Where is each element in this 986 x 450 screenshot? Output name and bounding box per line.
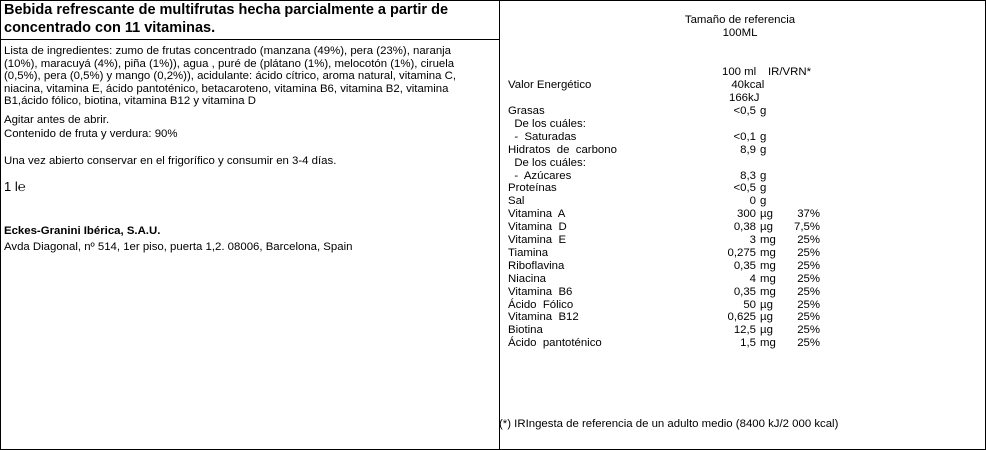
nutrient-value: 0,38 (733, 221, 756, 234)
nutrient-unit: g (760, 182, 767, 195)
nutrient-label: Vitamina E (508, 234, 567, 246)
nutrient-label: Grasas (508, 105, 545, 117)
estimated-sign: ℮ (17, 179, 26, 194)
nutrient-percent: 25% (797, 298, 820, 311)
nutrient-unit: mg (760, 234, 776, 246)
energy-kj-value: 166 (728, 92, 748, 104)
energy-kcal-value: 40 (731, 79, 744, 91)
nutrient-unit: g (760, 195, 767, 208)
nutrient-label: Sal (508, 195, 525, 208)
nutrient-percent: 25% (797, 311, 820, 324)
nutrient-label: Vitamina B12 (508, 311, 579, 324)
nutrient-value: <0,5 (733, 105, 756, 117)
nutrient-value: 4 (749, 272, 756, 285)
nutrient-percent: 25% (797, 259, 820, 272)
nutrient-value: <0,1 (733, 130, 756, 143)
nutrient-value: 50 (743, 298, 756, 311)
nutrient-unit: g (760, 105, 767, 117)
nutrient-percent: 7,5% (794, 221, 820, 234)
nutrient-label: Ácido pantoténico (508, 337, 602, 350)
nutrient-label: Biotina (508, 324, 543, 337)
shake-instruction: Agitar antes de abrir. (4, 114, 110, 126)
nutrient-unit: µg (760, 208, 773, 221)
nutrient-value: 1,5 (740, 337, 756, 350)
nutrient-label: De los cuáles: (508, 156, 586, 169)
reference-size-label: Tamaño de referencia (684, 14, 796, 26)
nutrient-label: Niacina (508, 272, 546, 285)
product-title: Bebida refrescante de multifrutas hecha parcialmente a partir de concentrado con 11 vitaminas. (4, 2, 449, 36)
nutrient-value: 0 (749, 195, 756, 208)
nutrient-value: 8,9 (740, 143, 756, 156)
nutrient-unit: µg (760, 311, 773, 324)
nutrient-value: 12,5 (733, 324, 756, 337)
column-header-ir: IR/VRN* (768, 66, 812, 78)
nutrient-unit: mg (760, 259, 776, 272)
column-header-100ml: 100 ml (722, 66, 757, 78)
storage-instruction: Una vez abierto conservar en el frigorífico y consumir en 3-4 días. (4, 155, 337, 167)
company-address: Avda Diagonal, nº 514, 1er piso, puerta 1,2. 08006, Barcelona, Spain (4, 241, 353, 253)
nutrient-unit: g (760, 130, 767, 143)
title-divider (0, 39, 499, 40)
nutrient-value: 0,35 (733, 259, 756, 272)
fruit-content: Contenido de fruta y verdura: 90% (4, 128, 178, 140)
nutrient-value: 0,275 (727, 246, 756, 259)
nutrient-unit: mg (760, 285, 776, 298)
nutrient-label: Proteínas (508, 182, 557, 195)
nutrient-label: Ácido Fólico (508, 298, 574, 311)
nutrient-percent: 25% (797, 272, 820, 285)
reference-size-value: 100ML (722, 27, 758, 39)
nutrient-value: 300 (736, 208, 756, 221)
nutrient-label: Vitamina B6 (508, 285, 573, 298)
footnote: (*) IRIngesta de referencia de un adulto medio (8400 kJ/2 000 kcal) (499, 418, 839, 430)
nutrient-percent: 25% (797, 246, 820, 259)
nutrient-percent: 25% (797, 285, 820, 298)
nutrient-unit: µg (760, 298, 773, 311)
nutrient-label: Hidratos de carbono (508, 143, 617, 156)
nutrient-value: 8,3 (740, 169, 756, 182)
column-divider (499, 0, 500, 450)
nutrient-label: Tiamina (508, 246, 549, 259)
energy-label: Valor Energético (508, 79, 592, 91)
nutrient-value: <0,5 (733, 182, 756, 195)
nutrient-value: 0,625 (727, 311, 756, 324)
nutrient-unit: µg (760, 221, 773, 234)
nutrient-unit: mg (760, 337, 776, 350)
nutrient-label: De los cuáles: (508, 117, 586, 130)
energy-kcal-unit: kcal (744, 79, 765, 91)
nutrient-percent: 25% (797, 337, 820, 350)
nutrient-unit: mg (760, 272, 776, 285)
company-name: Eckes-Granini Ibérica, S.A.U. (4, 225, 161, 237)
nutrient-label: - Saturadas (508, 130, 577, 143)
nutrient-value: 0,35 (733, 285, 756, 298)
energy-kj-unit: kJ (748, 92, 760, 104)
nutrient-percent: 37% (797, 208, 820, 221)
nutrient-percent: 25% (797, 234, 820, 246)
nutrient-label: Vitamina A (508, 208, 566, 221)
nutrient-unit: g (760, 169, 767, 182)
net-volume (4, 180, 26, 194)
ingredients-list: Lista de ingredientes: zumo de frutas concentrado (manzana (49%), pera (23%), naranja (10%), maracuyá (4%), piña (1%)), agua , puré de (plátano (1%), melocotón (1%), ciruela (0,5%), pera (0,5%) y mango (0,2%)), acidulante: ácido cítrico, aroma natural, vitamina C, niacina, vitamina E, ácido pantoténico, betacaroteno, vitamina B6, vitamina B2, vitamina B1,ácido fólico, biotina, vitamina B12 y vitamina D (4, 45, 457, 108)
nutrient-percent: 25% (797, 324, 820, 337)
nutrient-unit: µg (760, 324, 773, 337)
nutrient-value: 3 (749, 234, 756, 246)
volume-text: 1 l (4, 179, 18, 194)
nutrient-label: Vitamina D (508, 221, 567, 234)
nutrient-label: - Azúcares (508, 169, 572, 182)
nutrient-label: Riboflavina (508, 259, 565, 272)
nutrient-unit: g (760, 143, 767, 156)
nutrient-unit: mg (760, 246, 776, 259)
